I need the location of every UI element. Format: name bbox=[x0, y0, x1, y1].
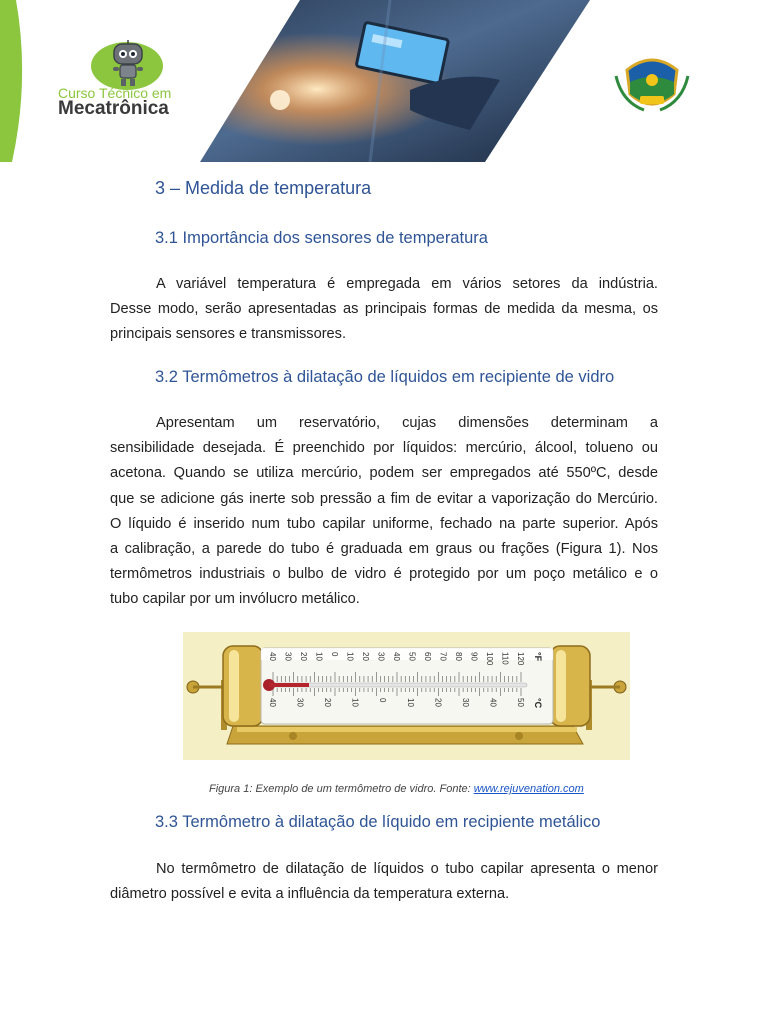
c-tick-label: 30 bbox=[460, 698, 470, 707]
f-tick-label: 20 bbox=[299, 652, 308, 661]
f-tick-label: 40 bbox=[392, 652, 401, 661]
f-tick-label: 20 bbox=[361, 652, 370, 661]
f-tick-label: 50 bbox=[407, 652, 417, 661]
c-tick-label: 40 bbox=[268, 698, 277, 707]
c-tick-label: 10 bbox=[350, 698, 360, 707]
f-tick-label: 30 bbox=[283, 652, 293, 661]
f-tick-label: 70 bbox=[438, 652, 448, 661]
section-title: 3 – Medida de temperatura bbox=[155, 178, 372, 198]
source-link[interactable]: www.rejuvenation.com bbox=[473, 783, 584, 795]
robot-mascot-icon bbox=[108, 40, 148, 90]
logo-title: Mecatrônica bbox=[58, 98, 169, 119]
subsection-3-1-title: 3.1 Importância dos sensores de temperatura bbox=[155, 229, 488, 247]
paragraph-line: principais sensores e transmissores. bbox=[110, 326, 347, 343]
paragraph-line: termômetros industriais o bulbo de vidro é protegido por um poço metálico e o bbox=[110, 566, 658, 583]
paragraph-line: Desse modo, serão apresentadas as principais formas de medida da mesma, os bbox=[110, 301, 658, 318]
subsection-3-3-title: 3.3 Termômetro à dilatação de líquido em recipiente metálico bbox=[155, 813, 601, 831]
industrial-automation-photo bbox=[200, 0, 590, 162]
c-tick-label: 10 bbox=[405, 698, 415, 707]
f-tick-label: 120 bbox=[516, 652, 525, 666]
f-tick-label: 90 bbox=[469, 652, 479, 661]
logo-subtitle: Curso Técnico em bbox=[58, 85, 172, 101]
f-tick-label: 10 bbox=[314, 652, 324, 661]
paragraph-line: A variável temperatura é empregada em vários setores da indústria. bbox=[156, 276, 658, 292]
paragraph-line: No termômetro de dilatação de líquidos o tubo capilar apresenta o menor bbox=[156, 861, 658, 877]
paragraph-line: diâmetro possível e evita a influência da temperatura externa. bbox=[110, 886, 510, 903]
paragraph-3-3 bbox=[110, 857, 658, 907]
f-tick-label: 30 bbox=[376, 652, 386, 661]
f-tick-label: 40 bbox=[268, 652, 277, 661]
subsection-3-2-title: 3.2 Termômetros à dilatação de líquidos em recipiente de vidro bbox=[155, 368, 615, 386]
f-tick-label: 110 bbox=[500, 652, 510, 665]
c-tick-label: 0 bbox=[378, 698, 388, 703]
fahrenheit-label: °F bbox=[533, 652, 543, 662]
caption-text: Figura 1: Exemplo de um termômetro de vidro. Fonte: bbox=[209, 783, 474, 795]
celsius-label: °C bbox=[533, 698, 543, 709]
green-arc-decoration bbox=[0, 0, 40, 162]
c-tick-label: 20 bbox=[433, 698, 443, 707]
f-tick-label: 80 bbox=[454, 652, 463, 661]
c-tick-label: 30 bbox=[295, 698, 305, 707]
course-logo bbox=[58, 40, 208, 120]
paragraph-line: sensibilidade desejada. É preenchido por líquidos: mercúrio, álcool, tolueno ou bbox=[110, 440, 658, 457]
state-crest-icon bbox=[612, 52, 692, 117]
paragraph-line: acetona. Quando se utiliza mercúrio, podem ser empregados até 550ºC, desde bbox=[110, 465, 658, 482]
header-banner bbox=[0, 0, 768, 162]
paragraph-line: O líquido é inserido num tubo capilar uniforme, fechado na parte superior. Após bbox=[110, 515, 658, 532]
paragraph-line: a calibração, a parede do tubo é graduada em graus ou frações (Figura 1). Nos bbox=[110, 540, 658, 557]
figure-caption bbox=[209, 783, 584, 795]
paragraph-3-1 bbox=[110, 272, 658, 348]
paragraph-line: que se adicione gás inerte sob pressão a fim de evitar a vaporização do Mercúrio. bbox=[110, 490, 658, 507]
thermometer-figure bbox=[183, 632, 630, 760]
f-tick-label: 10 bbox=[345, 652, 355, 661]
paragraph-line: Apresentam um reservatório, cujas dimensões determinam a bbox=[156, 415, 658, 431]
f-tick-label: 100 bbox=[485, 652, 494, 666]
c-tick-label: 40 bbox=[488, 698, 498, 707]
f-tick-label: 0 bbox=[330, 652, 339, 657]
c-tick-label: 20 bbox=[323, 698, 333, 707]
paragraph-line: tubo capilar por um invólucro metálico. bbox=[110, 591, 360, 608]
c-tick-label: 50 bbox=[516, 698, 525, 707]
f-tick-label: 60 bbox=[423, 652, 432, 661]
paragraph-3-2 bbox=[110, 411, 658, 613]
